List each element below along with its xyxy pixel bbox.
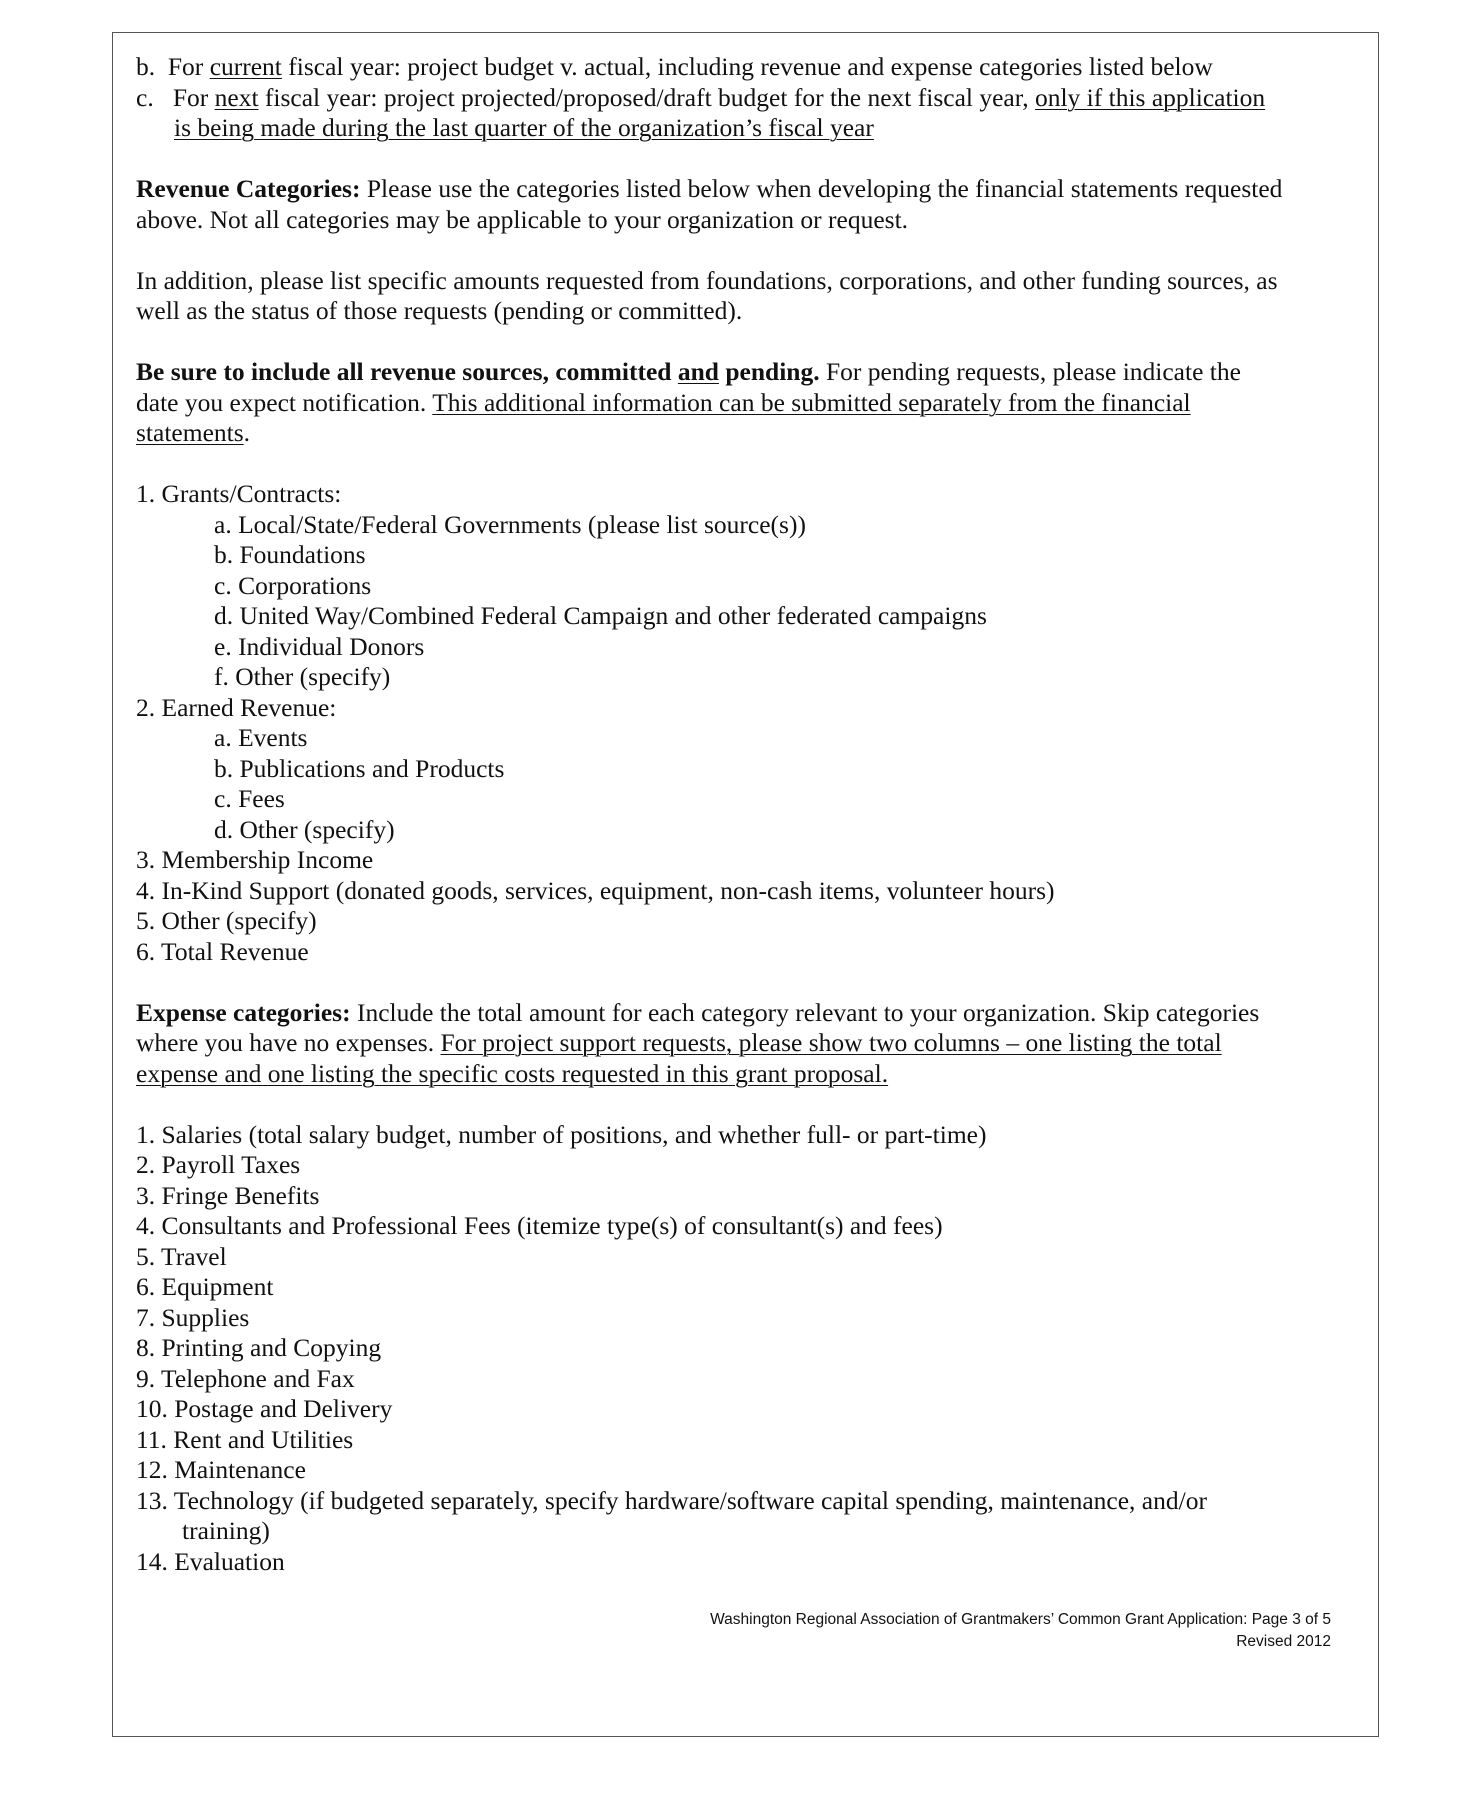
page-footer bbox=[710, 1609, 1331, 1653]
list-item: b. Foundations bbox=[214, 540, 366, 569]
intro-item-c-continued bbox=[136, 113, 1346, 144]
expense-categories-paragraph bbox=[136, 998, 1346, 1029]
underlined-text: current bbox=[209, 52, 282, 81]
revenue-list bbox=[136, 479, 1346, 967]
include-all-paragraph bbox=[136, 357, 1346, 388]
paragraph-line bbox=[136, 388, 1346, 419]
text: date you expect notification. bbox=[136, 387, 433, 417]
paragraph-line bbox=[136, 1028, 1346, 1059]
list-item: 6. Total Revenue bbox=[136, 936, 309, 966]
item-marker: b. bbox=[136, 52, 156, 81]
text: Include the total amount for each category relevant to your organization. Skip categories bbox=[350, 997, 1260, 1027]
addition-paragraph bbox=[136, 266, 1346, 297]
underlined-text: statements bbox=[136, 418, 244, 447]
underlined-text: expense and one listing the specific costs requested in this grant proposal. bbox=[136, 1058, 889, 1088]
list-item: c. Corporations bbox=[214, 570, 372, 600]
revenue-categories-paragraph bbox=[136, 174, 1346, 205]
item-marker: c. bbox=[136, 82, 154, 112]
bold-underlined-text: and bbox=[677, 357, 719, 386]
underlined-text: is being made during the last quarter of the organization’s fiscal year bbox=[174, 113, 874, 142]
bold-heading: Revenue Categories: bbox=[136, 174, 361, 203]
list-item: f. Other (specify) bbox=[214, 662, 391, 691]
list-item: 6. Equipment bbox=[136, 1272, 274, 1301]
list-item: 1. Grants/Contracts: bbox=[136, 479, 342, 508]
bold-text: pending. bbox=[718, 357, 820, 386]
list-item: 3. Membership Income bbox=[136, 845, 374, 874]
text: For bbox=[172, 82, 215, 112]
list-item: 4. In-Kind Support (donated goods, services, equipment, non-cash items, volunteer hours) bbox=[136, 875, 1055, 905]
paragraph-line bbox=[136, 1059, 1346, 1090]
underlined-text: This additional information can be submitted separately from the financial bbox=[432, 387, 1191, 417]
list-item: 2. Earned Revenue: bbox=[136, 692, 337, 722]
paragraph-line bbox=[136, 205, 1346, 236]
list-item: 9. Telephone and Fax bbox=[136, 1363, 355, 1393]
text: above. Not all categories may be applicable to your organization or request. bbox=[136, 204, 909, 234]
footer-revision: Revised 2012 bbox=[1236, 1633, 1331, 1650]
list-item-continuation: training) bbox=[182, 1516, 270, 1545]
list-item: e. Individual Donors bbox=[214, 631, 425, 661]
list-item: 12. Maintenance bbox=[136, 1455, 306, 1484]
text: fiscal year: project budget v. actual, including revenue and expense categories listed below bbox=[281, 52, 1213, 81]
list-item: d. Other (specify) bbox=[214, 814, 395, 844]
list-item: b. Publications and Products bbox=[214, 753, 505, 783]
text: fiscal year: project projected/proposed/draft budget for the next fiscal year, bbox=[258, 82, 1035, 112]
list-item: 3. Fringe Benefits bbox=[136, 1180, 320, 1210]
text: For pending requests, please indicate the bbox=[819, 357, 1241, 386]
text: . bbox=[243, 418, 251, 447]
text: For bbox=[167, 52, 210, 81]
footer-title: Washington Regional Association of Grantmakers’ Common Grant Application: Page 3 of 5 bbox=[710, 1611, 1331, 1628]
list-item: 7. Supplies bbox=[136, 1302, 250, 1332]
paragraph-line bbox=[136, 296, 1346, 327]
text: Please use the categories listed below when developing the financial statements requested bbox=[360, 174, 1283, 203]
paragraph-line bbox=[136, 418, 1346, 449]
text: well as the status of those requests (pending or committed). bbox=[136, 296, 743, 325]
list-item: 10. Postage and Delivery bbox=[136, 1394, 393, 1423]
expense-list bbox=[136, 1120, 1346, 1578]
text: where you have no expenses. bbox=[136, 1028, 441, 1057]
underlined-text: next bbox=[214, 82, 259, 112]
bold-text: Be sure to include all revenue sources, committed bbox=[136, 357, 678, 386]
list-item: 2. Payroll Taxes bbox=[136, 1150, 301, 1179]
text: In addition, please list specific amounts requested from foundations, corporations, and other funding sources, as bbox=[136, 265, 1278, 295]
list-item: 5. Travel bbox=[136, 1241, 227, 1271]
bold-heading: Expense categories: bbox=[136, 997, 351, 1027]
list-item: 11. Rent and Utilities bbox=[136, 1424, 354, 1454]
list-item: a. Local/State/Federal Governments (please list source(s)) bbox=[214, 509, 806, 539]
document-body bbox=[136, 52, 1346, 1577]
list-item: 8. Printing and Copying bbox=[136, 1333, 382, 1362]
intro-item-b bbox=[136, 52, 1346, 83]
list-item: 5. Other (specify) bbox=[136, 906, 317, 935]
list-item: 14. Evaluation bbox=[136, 1546, 285, 1576]
intro-item-c bbox=[136, 83, 1346, 114]
underlined-text: only if this application bbox=[1034, 82, 1266, 112]
list-item: a. Events bbox=[214, 723, 308, 752]
list-item: c. Fees bbox=[214, 784, 285, 813]
list-item: d. United Way/Combined Federal Campaign and other federated campaigns bbox=[214, 601, 987, 630]
underlined-text: For project support requests, please show two columns – one listing the total bbox=[440, 1028, 1222, 1057]
list-item: 1. Salaries (total salary budget, number of positions, and whether full- or part-time) bbox=[136, 1119, 987, 1149]
list-item: 4. Consultants and Professional Fees (itemize type(s) of consultant(s) and fees) bbox=[136, 1211, 943, 1240]
list-item: 13. Technology (if budgeted separately, specify hardware/software capital spending, maintenance, and/or bbox=[136, 1485, 1207, 1515]
